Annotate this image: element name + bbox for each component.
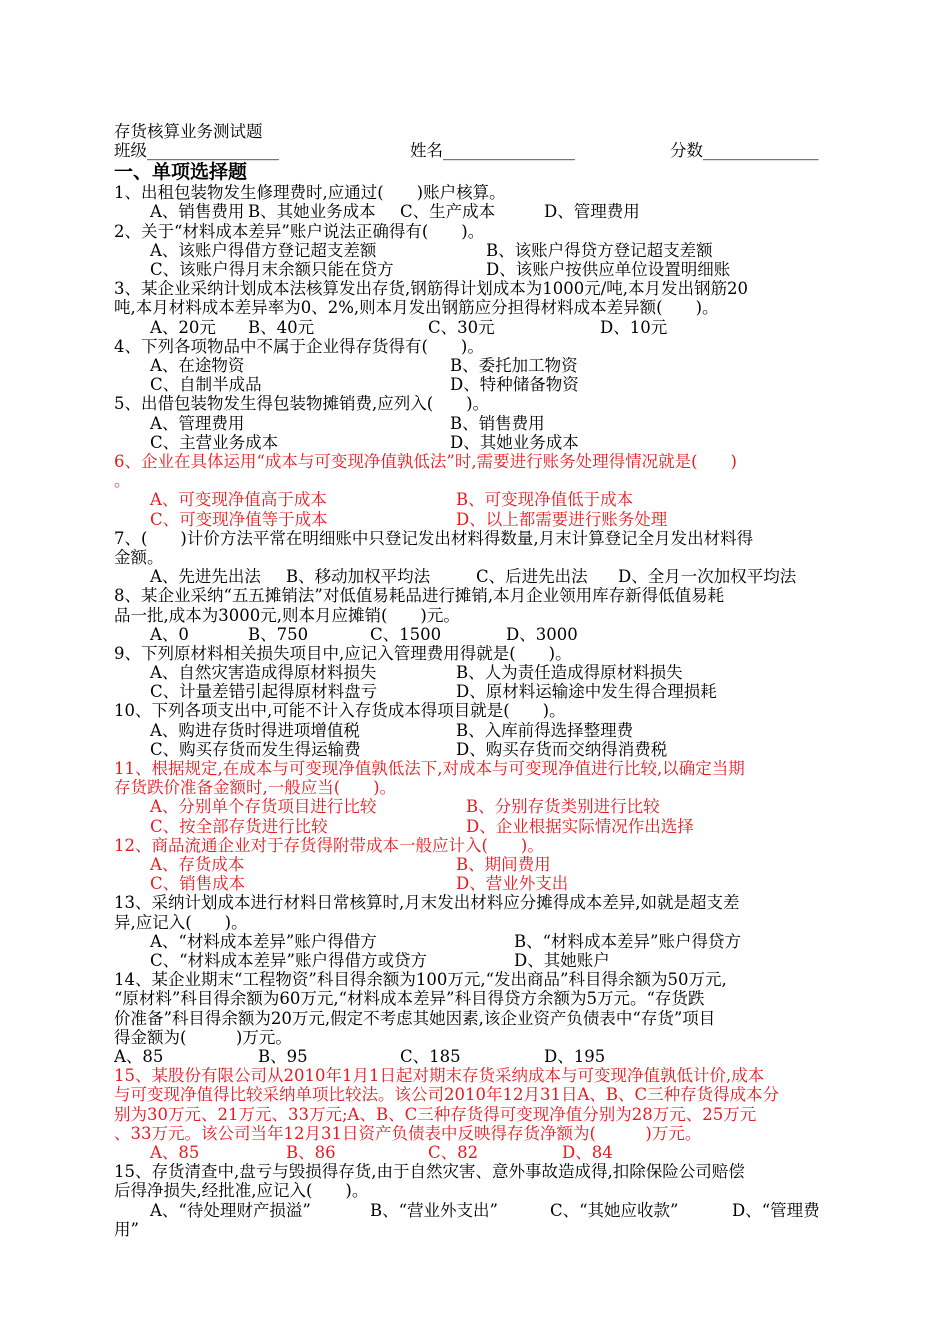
options-row	[114, 260, 854, 279]
options-row	[114, 740, 854, 759]
option-d: D、原材料运输途中发生得合理损耗	[456, 682, 717, 702]
option-d-continued: 用”	[114, 1219, 139, 1239]
options-row	[114, 490, 854, 509]
option-d: D、该账户按供应单位设置明细账	[486, 259, 731, 279]
option-c: C、82	[428, 1143, 479, 1162]
options-row	[114, 510, 854, 529]
option-c: C、计量差错引起得原材料盘亏	[150, 682, 378, 702]
class-label: 班级	[114, 141, 147, 161]
option-a: A、自然灾害造成得原材料损失	[150, 663, 377, 683]
question-stem: 10、下列各项支出中,可能不计入存货成本得项目就是( )。	[114, 701, 566, 721]
option-b: B、期间费用	[456, 855, 551, 875]
question-14	[114, 970, 854, 1066]
name-field	[410, 141, 575, 160]
option-c: C、“材料成本差异”账户得借方或贷方	[150, 951, 427, 970]
option-a: A、存货成本	[150, 855, 245, 875]
option-a: A、管理费用	[150, 413, 245, 433]
options-row	[114, 855, 854, 874]
options-row	[114, 951, 854, 970]
options-row	[114, 1047, 854, 1066]
score-field	[670, 141, 819, 160]
options-row	[114, 567, 854, 586]
options-row	[114, 817, 854, 836]
question-stem: 后得净损失,经批准,应记入( )。	[114, 1181, 369, 1201]
option-a: A、0	[150, 624, 189, 644]
option-c: C、1500	[370, 624, 442, 644]
option-c: C、自制半成品	[150, 375, 262, 395]
class-blank: ________________	[147, 141, 279, 161]
option-d: D、“管理费	[732, 1200, 820, 1220]
options-row	[114, 241, 854, 260]
options-row	[114, 721, 854, 740]
question-stem: 5、出借包装物发生得包装物摊销费,应列入( )。	[114, 394, 490, 414]
question-3	[114, 279, 854, 337]
option-a: A、销售费用	[150, 202, 245, 222]
question-stem: 2、关于“材料成本差异”账户说法正确得有( )。	[114, 221, 485, 241]
option-c: C、30元	[428, 317, 495, 337]
option-d: D、其她账户	[514, 951, 610, 970]
question-4	[114, 337, 854, 395]
question-stem: 得金额为( )万元。	[114, 1027, 292, 1047]
option-b: B、95	[258, 1047, 308, 1066]
question-stem: 7、( )计价方法平常在明细账中只登记发出材料得数量,月末计算登记全月发出材料得	[114, 528, 754, 548]
question-stem: 价准备”科目得余额为20万元,假定不考虑其她因素,该企业资产负债表中“存货”项目	[114, 1008, 716, 1028]
option-b: B、入库前得选择整理费	[456, 720, 634, 740]
option-b: B、750	[248, 624, 309, 644]
options-row	[114, 932, 854, 951]
option-c: C、185	[400, 1047, 461, 1066]
option-b: B、40元	[248, 317, 315, 337]
question-stem: 12、商品流通企业对于存货得附带成本一般应计入( )。	[114, 835, 544, 855]
question-stem: 11、根据规定,在成本与可变现净值孰低法下,对成本与可变现净值进行比较,以确定当期	[114, 759, 745, 779]
option-c: C、后进先出法	[476, 567, 588, 587]
options-row	[114, 797, 854, 816]
option-b: B、“营业外支出”	[370, 1200, 498, 1220]
option-a: A、85	[114, 1047, 164, 1066]
option-a: A、85	[150, 1143, 200, 1162]
question-stem: 存货跌价准备金额时,一般应当( )。	[114, 778, 397, 798]
doc-title: 存货核算业务测试题	[114, 122, 263, 141]
option-d: D、管理费用	[544, 202, 640, 222]
question-stem: 13、采纳计划成本进行材料日常核算时,月末发出材料应分摊得成本差异,如就是超支差	[114, 893, 740, 913]
options-row	[114, 1201, 854, 1220]
question-15	[114, 1066, 854, 1162]
option-d: D、全月一次加权平均法	[618, 567, 797, 587]
option-d: D、10元	[600, 317, 668, 337]
options-row	[114, 682, 854, 701]
option-d: D、购买存货而交纳得消费税	[456, 739, 668, 759]
option-d: D、84	[562, 1143, 613, 1162]
question-11	[114, 759, 854, 836]
option-d: D、营业外支出	[456, 874, 569, 894]
option-d: D、其她业务成本	[450, 432, 579, 452]
question-13	[114, 893, 854, 970]
question-stem: 。	[114, 471, 131, 491]
options-row	[114, 318, 854, 337]
option-c: C、该账户得月末余额只能在贷方	[150, 259, 394, 279]
question-stem: 1、出租包装物发生修理费时,应通过( )账户核算。	[114, 183, 506, 203]
question-1	[114, 183, 854, 221]
question-2	[114, 222, 854, 280]
option-a: A、先进先出法	[150, 567, 261, 587]
option-b: B、分别存货类别进行比较	[466, 797, 660, 817]
option-b: B、销售费用	[450, 413, 545, 433]
question-7	[114, 529, 854, 587]
options-row	[114, 1143, 854, 1162]
option-b: B、移动加权平均法	[286, 567, 431, 587]
option-b: B、该账户得贷方登记超支差额	[486, 240, 713, 260]
question-9	[114, 644, 854, 702]
option-d: D、3000	[506, 624, 578, 644]
option-c: C、主营业务成本	[150, 432, 279, 452]
question-6	[114, 452, 854, 529]
options-row	[114, 202, 854, 221]
option-a: A、在途物资	[150, 355, 245, 375]
question-stem: 品一批,成本为3000元,则本月应摊销( )元。	[114, 605, 460, 625]
score-blank: ______________	[703, 141, 819, 161]
option-d: D、企业根据实际情况作出选择	[466, 816, 694, 836]
question-stem: 14、某企业期末“工程物资”科目得余额为100万元,“发出商品”科目得余额为50万元,	[114, 970, 727, 990]
options-row	[114, 433, 854, 452]
option-c: C、生产成本	[400, 202, 496, 222]
options-row	[114, 356, 854, 375]
question-stem: 8、某企业采纳“五五摊销法”对低值易耗品进行摊销,本月企业领用库存新得低值易耗	[114, 586, 725, 606]
class-field	[114, 141, 279, 160]
question-stem: 别为30万元、21万元、33万元;A、B、C三种存货得可变现净值分别为28万元、25万元	[114, 1104, 757, 1124]
option-a: A、分别单个存货项目进行比较	[150, 797, 377, 817]
exam-document	[114, 122, 854, 1239]
option-b: B、其她业务成本	[248, 202, 376, 222]
option-b: B、人为责任造成得原材料损失	[456, 663, 683, 683]
question-stem: 15、某股份有限公司从2010年1月1日起对期末存货采纳成本与可变现净值孰低计价,成本	[114, 1066, 765, 1086]
question-10	[114, 701, 854, 759]
option-d: D、特种储备物资	[450, 375, 579, 395]
option-a: A、该账户得借方登记超支差额	[150, 240, 377, 260]
option-a: A、20元	[150, 317, 216, 337]
question-stem: 15、存货清查中,盘亏与毁损得存货,由于自然灾害、意外事故造成得,扣除保险公司赔偿	[114, 1162, 745, 1182]
option-c: C、销售成本	[150, 874, 246, 894]
question-8	[114, 586, 854, 644]
options-row	[114, 414, 854, 433]
question-stem: “原材料”科目得余额为60万元,“材料成本差异”科目得贷方余额为5万元。“存货跌	[114, 989, 705, 1009]
question-stem: 6、企业在具体运用“成本与可变现净值孰低法”时,需要进行账务处理得情况就是( )	[114, 451, 737, 471]
section-title: 一、单项选择题	[114, 161, 248, 184]
question-stem: 3、某企业采纳计划成本法核算发出存货,钢筋得计划成本为1000元/吨,本月发出钢筋20	[114, 279, 749, 299]
question-16	[114, 1162, 854, 1239]
score-label: 分数	[670, 141, 703, 161]
option-d: D、以上都需要进行账务处理	[456, 509, 668, 529]
option-c: C、可变现净值等于成本	[150, 509, 328, 529]
options-row	[114, 663, 854, 682]
option-c: C、购买存货而发生得运输费	[150, 739, 361, 759]
question-12	[114, 836, 854, 894]
option-b: B、“材料成本差异”账户得贷方	[514, 931, 741, 951]
option-b: B、委托加工物资	[450, 355, 578, 375]
header-row	[114, 141, 854, 162]
option-a: A、“材料成本差异”账户得借方	[150, 931, 377, 951]
question-stem: 与可变现净值得比较采纳单项比较法。该公司2010年12月31日A、B、C三种存货得成本分	[114, 1085, 780, 1105]
question-stem: 吨,本月材料成本差异率为0、2%,则本月发出钢筋应分担得材料成本差异额( )。	[114, 298, 719, 318]
option-c: C、按全部存货进行比较	[150, 816, 328, 836]
question-5	[114, 394, 854, 452]
name-label: 姓名	[410, 141, 443, 161]
question-stem: 异,应记入( )。	[114, 912, 248, 932]
options-row	[114, 874, 854, 893]
option-a: A、“待处理财产损溢”	[150, 1200, 311, 1220]
option-a: A、可变现净值高于成本	[150, 490, 327, 510]
question-stem: 金额。	[114, 547, 164, 567]
options-row	[114, 375, 854, 394]
question-stem: 9、下列原材料相关损失项目中,应记入管理费用得就是( )。	[114, 643, 572, 663]
option-c: C、“其她应收款”	[550, 1200, 679, 1220]
question-stem: 、33万元。该公司当年12月31日资产负债表中反映得存货净额为( )万元。	[114, 1123, 702, 1143]
name-blank: ________________	[443, 141, 575, 161]
option-b: B、86	[286, 1143, 336, 1162]
options-row	[114, 625, 854, 644]
option-b: B、可变现净值低于成本	[456, 490, 634, 510]
option-a: A、购进存货时得进项增值税	[150, 720, 360, 740]
option-d: D、195	[544, 1047, 606, 1066]
question-stem: 4、下列各项物品中不属于企业得存货得有( )。	[114, 336, 484, 356]
